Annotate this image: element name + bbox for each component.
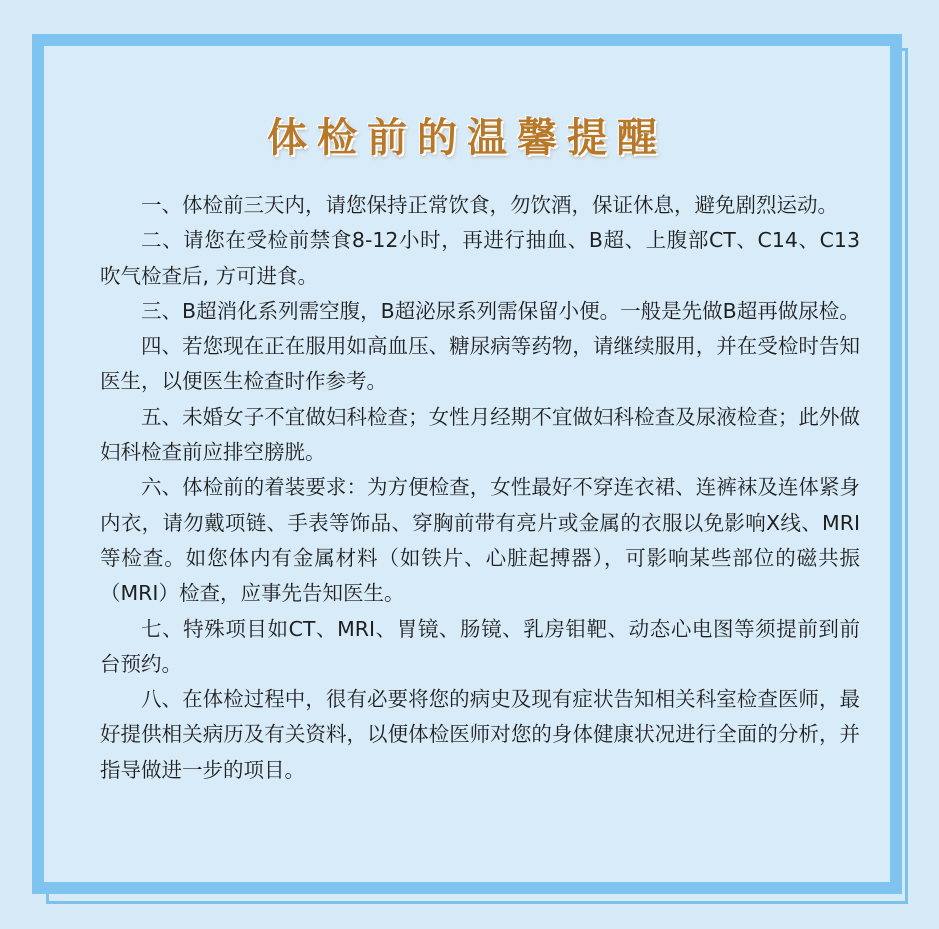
notice-item-3: 三、B超消化系列需空腹，B超泌尿系列需保留小便。一般是先做B超再做尿检。 (141, 298, 860, 323)
notice-item-5: 五、未婚女子不宜做妇科检查；女性月经期不宜做妇科检查及尿液检查；此外做妇科检查前应排空膀胱。 (100, 404, 860, 465)
notice-item-7: 七、特殊项目如CT、MRI、胃镜、肠镜、乳房钼靶、动态心电图等须提前到前台预约。 (100, 616, 860, 676)
notice-item-4: 四、若您现在正在服用如高血压、糖尿病等药物，请继续服用，并在受检时告知医生，以便医生检查时作参考。 (100, 334, 860, 394)
page-title: 体检前的温馨提醒 (267, 115, 667, 161)
notice-item-2: 二、请您在受检前禁食8-12小时，再进行抽血、B超、上腹部CT、C14、C13吹气检查后, 方可进食。 (100, 228, 860, 288)
notice-item-6: 六、体检前的着装要求：为方便检查，女性最好不穿连衣裙、连裤袜及连体紧身内衣，请勿戴项链、手表等饰品、穿胸前带有亮片或金属的衣服以免影响X线、MRI等检查。如您体内有金属材料（如铁片、心脏起搏器），可影响某些部位的磁共振（MRI）检查，应事先告知医生。 (100, 475, 860, 606)
notice-item-8: 八、在体检过程中，很有必要将您的病史及现有症状告知相关科室检查医师，最好提供相关病历及有关资料，以便体检医师对您的身体健康状况进行全面的分析，并指导做进一步的项目。 (100, 687, 860, 782)
notice-body (100, 188, 860, 788)
notice-panel (32, 34, 902, 894)
notice-item-1: 一、体检前三天内，请您保持正常饮食，勿饮酒，保证休息，避免剧烈运动。 (141, 193, 838, 217)
